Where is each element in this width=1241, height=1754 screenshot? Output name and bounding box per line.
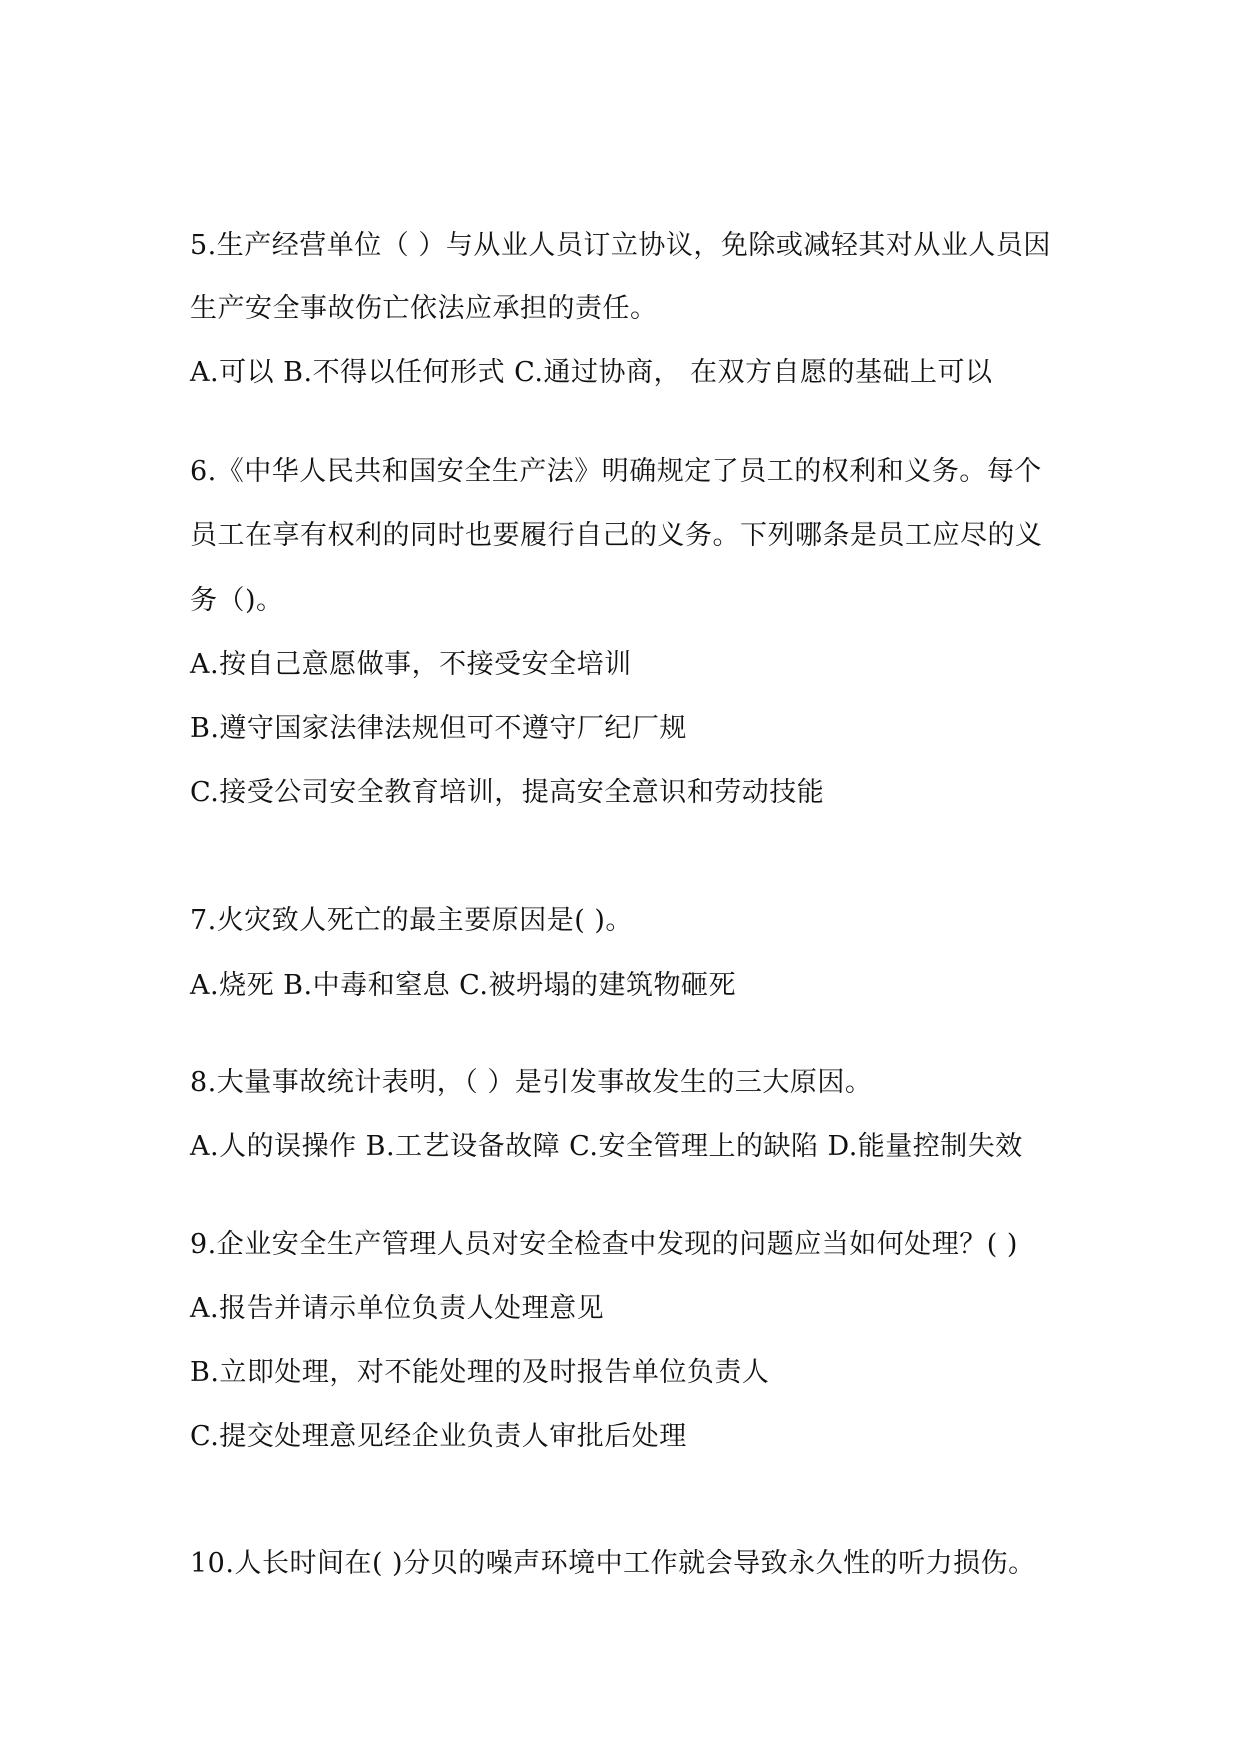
question-5-stem-line-1: 5.生产经营单位（ ）与从业人员订立协议，免除或减轻其对从业人员因 xyxy=(190,230,1051,261)
question-6-option-a: A.按自己意愿做事，不接受安全培训 xyxy=(190,649,632,680)
question-7-stem-line-1: 7.火灾致人死亡的最主要原因是( )。 xyxy=(190,905,633,936)
question-6-stem-line-2: 员工在享有权利的同时也要履行自己的义务。下列哪条是员工应尽的义 xyxy=(190,520,1043,551)
question-9-option-a: A.报告并请示单位负责人处理意见 xyxy=(190,1293,605,1324)
question-9-stem-line-1: 9.企业安全生产管理人员对安全检查中发现的问题应当如何处理？( ) xyxy=(190,1229,1018,1260)
question-6-option-c: C.接受公司安全教育培训，提高安全意识和劳动技能 xyxy=(190,777,825,808)
question-9-option-b: B.立即处理，对不能处理的及时报告单位负责人 xyxy=(190,1357,770,1388)
question-7-options: A.烧死 B.中毒和窒息 C.被坍塌的建筑物砸死 xyxy=(190,970,736,1001)
question-10-stem-line-1: 10.人长时间在( )分贝的噪声环境中工作就会导致永久性的听力损伤。 xyxy=(190,1548,1036,1579)
question-8-stem-line-1: 8.大量事故统计表明，（ ）是引发事故发生的三大原因。 xyxy=(190,1067,873,1098)
question-8-options: A.人的误操作 B.工艺设备故障 C.安全管理上的缺陷 D.能量控制失效 xyxy=(190,1131,1023,1162)
question-6-stem-line-1: 6.《中华人民共和国安全生产法》明确规定了员工的权利和义务。每个 xyxy=(190,456,1042,487)
question-9-option-c: C.提交处理意见经企业负责人审批后处理 xyxy=(190,1421,687,1452)
question-5-stem-line-2: 生产安全事故伤亡依法应承担的责任。 xyxy=(190,293,658,324)
question-6-stem-line-3: 务（)。 xyxy=(190,585,284,616)
question-5-options: A.可以 B.不得以任何形式 C.通过协商， 在双方自愿的基础上可以 xyxy=(190,357,993,388)
question-6-option-b: B.遵守国家法律法规但可不遵守厂纪厂规 xyxy=(190,713,687,744)
